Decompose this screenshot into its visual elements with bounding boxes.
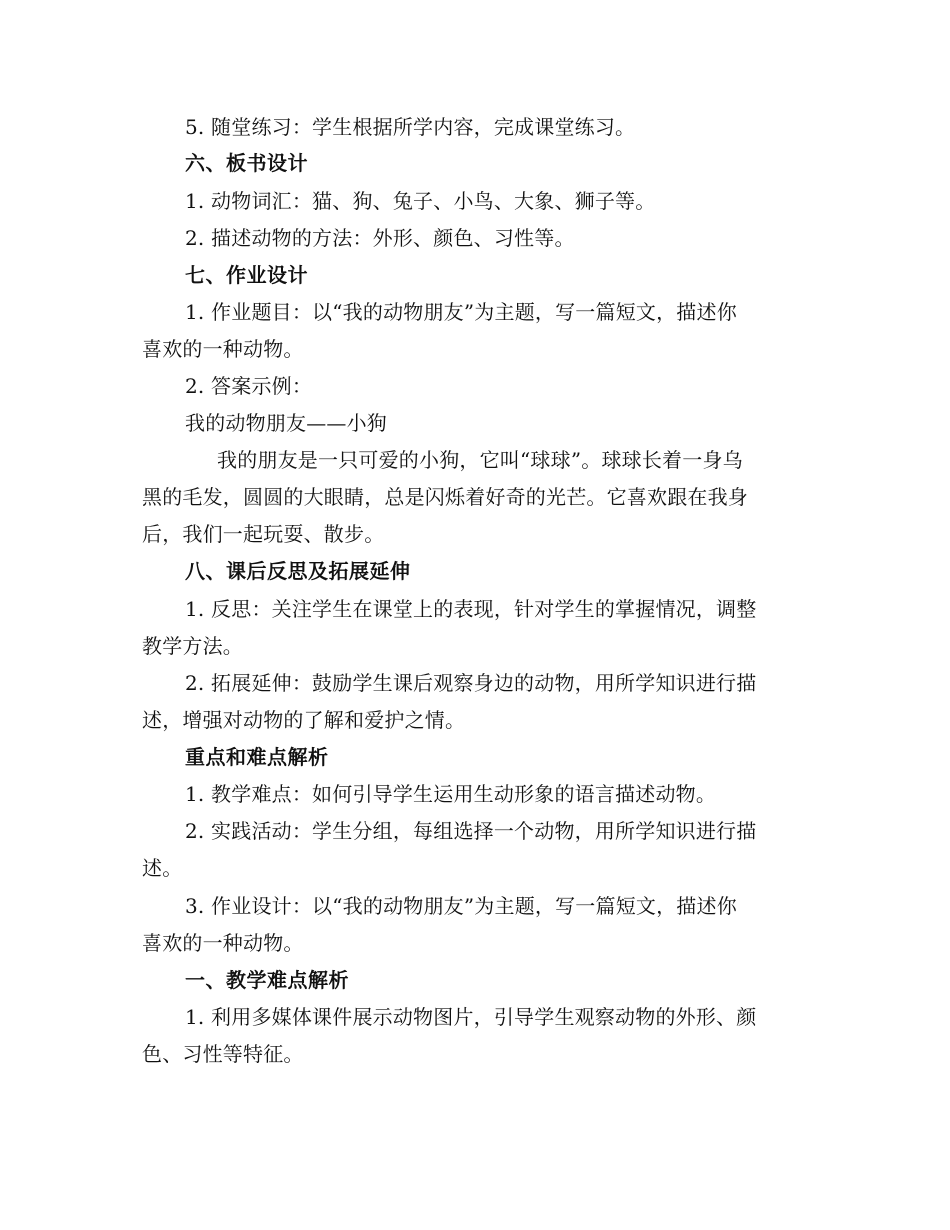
list-item: 1. 作业题目：以“我的动物朋友”为主题，写一篇短文，描述你 (185, 300, 737, 324)
section-heading: 重点和难点解析 (185, 745, 329, 769)
list-item: 1. 利用多媒体课件展示动物图片，引导学生观察动物的外形、颜 (185, 1005, 757, 1029)
section-heading: 六、板书设计 (185, 151, 308, 175)
paragraph-line: 教学方法。 (142, 634, 243, 658)
section-heading: 一、教学难点解析 (185, 968, 349, 992)
paragraph-line: 我的朋友是一只可爱的小狗，它叫“球球”。球球长着一身乌 (217, 448, 743, 472)
section-heading: 八、课后反思及拓展延伸 (185, 559, 411, 583)
paragraph-line: 5. 随堂练习：学生根据所学内容，完成课堂练习。 (185, 115, 636, 139)
paragraph-line: 黑的毛发，圆圆的大眼睛，总是闪烁着好奇的光芒。它喜欢跟在我身 (142, 485, 748, 509)
list-item: 2. 描述动物的方法：外形、颜色、习性等。 (185, 226, 575, 250)
list-item: 2. 拓展延伸：鼓励学生课后观察身边的动物，用所学知识进行描 (185, 671, 757, 695)
section-heading: 七、作业设计 (185, 263, 308, 287)
paragraph-line: 述。 (142, 856, 183, 880)
paragraph-line: 喜欢的一种动物。 (142, 931, 304, 955)
paragraph-line: 述，增强对动物的了解和爱护之情。 (142, 708, 466, 732)
list-item: 1. 反思：关注学生在课堂上的表现，针对学生的掌握情况，调整 (185, 597, 757, 621)
list-item: 2. 实践活动：学生分组，每组选择一个动物，用所学知识进行描 (185, 819, 757, 843)
list-item: 1. 动物词汇：猫、狗、兔子、小鸟、大象、狮子等。 (185, 189, 656, 213)
list-item: 3. 作业设计：以“我的动物朋友”为主题，写一篇短文，描述你 (185, 894, 737, 918)
paragraph-line: 色、习性等特征。 (142, 1042, 304, 1066)
sample-title: 我的动物朋友——小狗 (185, 411, 387, 435)
paragraph-line: 后，我们一起玩耍、散步。 (142, 522, 385, 546)
list-item: 1. 教学难点：如何引导学生运用生动形象的语言描述动物。 (185, 782, 717, 806)
paragraph-line: 喜欢的一种动物。 (142, 337, 304, 361)
list-item: 2. 答案示例： (185, 374, 313, 398)
